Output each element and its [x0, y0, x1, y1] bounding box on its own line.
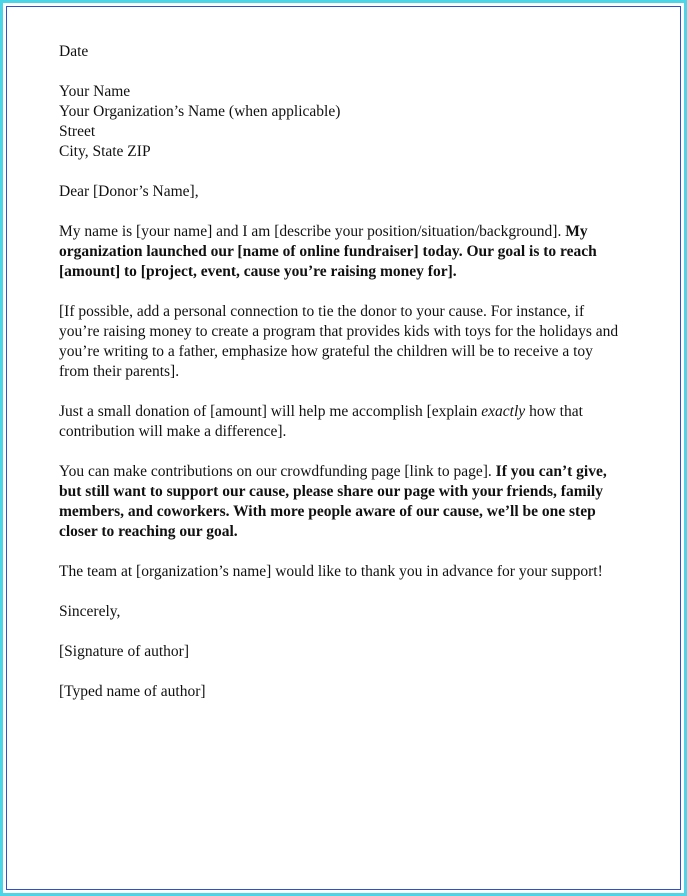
- paragraph-thanks: The team at [organization’s name] would like to thank you in advance for your support!: [59, 563, 603, 580]
- letter-body: [59, 42, 625, 722]
- paragraph-crowdfunding-text: You can make contributions on our crowdfunding page [link to page].: [59, 463, 492, 480]
- signature-placeholder: [Signature of author]: [59, 643, 189, 660]
- paragraph-introduction-text: My name is [your name] and I am [describe your position/situation/background].: [59, 223, 562, 240]
- letter-date: Date: [59, 43, 89, 60]
- sender-address: [59, 82, 625, 162]
- sender-street: Street: [59, 123, 96, 140]
- paragraph-personal-connection: [If possible, add a personal connection to tie the donor to your cause. For instance, if you’re raising money to create a program that provides kids with toys for the holidays and you’re writing to a father, emphasize how grateful the children will be to receive a toy from their parents].: [59, 303, 619, 380]
- paragraph-introduction-bold: My organization launched our [name of online fundraiser] today. Our goal is to reach [amount] to [project, event, cause you’re raising money for].: [59, 223, 597, 280]
- paragraph-donation-after: how that contribution will make a difference].: [59, 403, 583, 440]
- salutation: Dear [Donor’s Name],: [59, 183, 199, 200]
- sender-city-state-zip: City, State ZIP: [59, 143, 151, 160]
- paragraph-crowdfunding-bold: If you can’t give, but still want to support our cause, please share our page with your friends, family members, and coworkers. With more people aware of our cause, we’ll be one step closer to reaching our goal.: [59, 463, 607, 540]
- typed-name-placeholder: [Typed name of author]: [59, 683, 206, 700]
- sender-name: Your Name: [59, 83, 131, 100]
- sender-organization: Your Organization’s Name (when applicable): [59, 103, 341, 120]
- paragraph-introduction: [59, 222, 625, 282]
- closing: Sincerely,: [59, 603, 121, 620]
- paragraph-donation-before: Just a small donation of [amount] will help me accomplish [explain: [59, 403, 478, 420]
- paragraph-crowdfunding: [59, 462, 625, 542]
- paragraph-donation-impact: [59, 402, 625, 442]
- paragraph-donation-italic: exactly: [481, 403, 526, 420]
